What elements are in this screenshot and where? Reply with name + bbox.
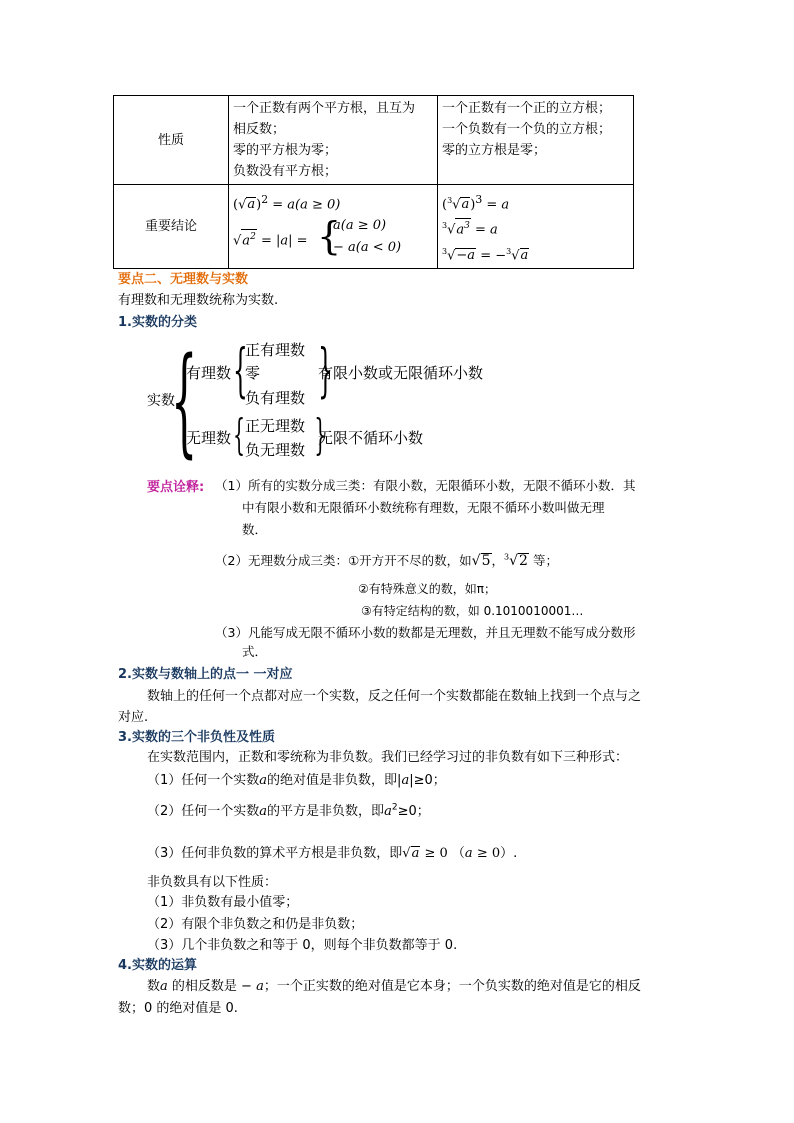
note-2-line-1: （2）无理数分成三类：①开方开不尽的数，如√5，$^3$√2 等； xyxy=(215,552,558,569)
number-line-text-2: 对应. xyxy=(118,710,149,725)
note-label: 要点诠释: xyxy=(147,480,205,495)
nonneg-props-title: 非负数具有以下性质： xyxy=(147,875,278,890)
nonneg-form-2: （2）任何一个实数a的平方是非负数，即$a^2\ge 0$； xyxy=(147,802,430,819)
operations-text-2: 数；0 的绝对值是 0. xyxy=(118,1001,238,1016)
rational-brace: { xyxy=(233,336,248,404)
rational-close-brace: { xyxy=(318,336,333,404)
tree-zero: 零 xyxy=(245,364,261,382)
table-head-conclusions: 重要结论 xyxy=(114,185,229,269)
nonneg-prop-1: （1）非负数有最小值零； xyxy=(147,895,299,910)
subheading-operations: 4.实数的运算 xyxy=(118,958,197,973)
tree-irrational: 无理数 xyxy=(186,429,232,447)
section-title-irrational-and-real: 要点二、无理数与实数 xyxy=(118,272,249,287)
note-1-line-1: （1）所有的实数分成三类：有限小数，无限循环小数，无限不循环小数．其 xyxy=(215,478,636,493)
operations-text-1: 数a 的相反数是 − a；一个正实数的绝对值是它本身；一个负实数的绝对值是它的相反 xyxy=(147,979,641,994)
note-2-line-3: ③有特定结构的数，如 0.1010010001… xyxy=(361,604,584,618)
nonneg-form-3: （3）任何非负数的算术平方根是非负数，即√a ≥ 0 （a ≥ 0）. xyxy=(147,846,518,861)
tree-positive-rational: 正有理数 xyxy=(245,341,306,359)
square-root-properties: 一个正数有两个平方根，且互为 相反数； 零的平方根为零； 负数没有平方根； xyxy=(229,96,438,185)
subheading-classification: 1.实数的分类 xyxy=(118,315,197,330)
tree-root: 实数 xyxy=(147,393,175,409)
number-line-text-1: 数轴上的任何一个点都对应一个实数，反之任何一个实数都能在数轴上找到一个点与之 xyxy=(147,689,642,704)
square-root-conclusions: $(√a)^2 = a(a \ge 0)$ $√a^2 = |a|$ = { a(a ≥ 0) − a(a < 0) xyxy=(229,185,438,269)
tree-positive-irrational: 正无理数 xyxy=(245,417,306,435)
subheading-number-line: 2.实数与数轴上的点一 一对应 xyxy=(118,667,293,682)
nonneg-prop-2: （2）有限个非负数之和仍是非负数； xyxy=(147,917,364,932)
subheading-nonnegativity: 3.实数的三个非负性及性质 xyxy=(118,730,275,745)
table-head-properties: 性质 xyxy=(114,96,229,185)
tree-rational: 有理数 xyxy=(186,364,232,382)
note-1-line-2: 中有限小数和无限循环小数统称有理数，无限不循环小数叫做无理 xyxy=(242,500,605,515)
nonneg-form-1: （1）任何一个实数a的绝对值是非负数，即|a|≥0； xyxy=(147,773,446,788)
tree-rational-desc: 有限小数或无限循环小数 xyxy=(318,364,484,382)
intro-text: 有理数和无理数统称为实数. xyxy=(118,293,279,308)
cube-root-properties: 一个正数有一个正的立方根； 一个负数有一个负的立方根； 零的立方根是零； xyxy=(438,96,634,185)
nonneg-prop-3: （3）几个非负数之和等于 0，则每个非负数都等于 0. xyxy=(147,938,458,953)
nonneg-intro: 在实数范围内，正数和零统称为非负数。我们已经学习过的非负数有如下三种形式： xyxy=(147,750,629,765)
note-1-line-3: 数． xyxy=(242,522,268,537)
note-2-line-2: ②有特殊意义的数，如π； xyxy=(358,582,496,596)
irrational-close-brace: { xyxy=(314,410,327,459)
cube-root-conclusions: $(^3√a)^3 = a$ $^3√a^3 = a$ $^3$√−a = −$^3$√a xyxy=(438,185,634,269)
irrational-brace: { xyxy=(233,410,246,459)
note-3-line-1: （3）凡能写成无限不循环小数的数都是无理数，并且无理数不能写成分数形 xyxy=(215,625,636,640)
tree-irrational-desc: 无限不循环小数 xyxy=(318,429,424,447)
tree-negative-irrational: 负无理数 xyxy=(245,441,306,459)
root-properties-table xyxy=(113,95,634,269)
note-3-line-2: 式． xyxy=(242,644,268,659)
big-brace: { xyxy=(171,331,198,469)
tree-negative-rational: 负有理数 xyxy=(245,389,306,407)
